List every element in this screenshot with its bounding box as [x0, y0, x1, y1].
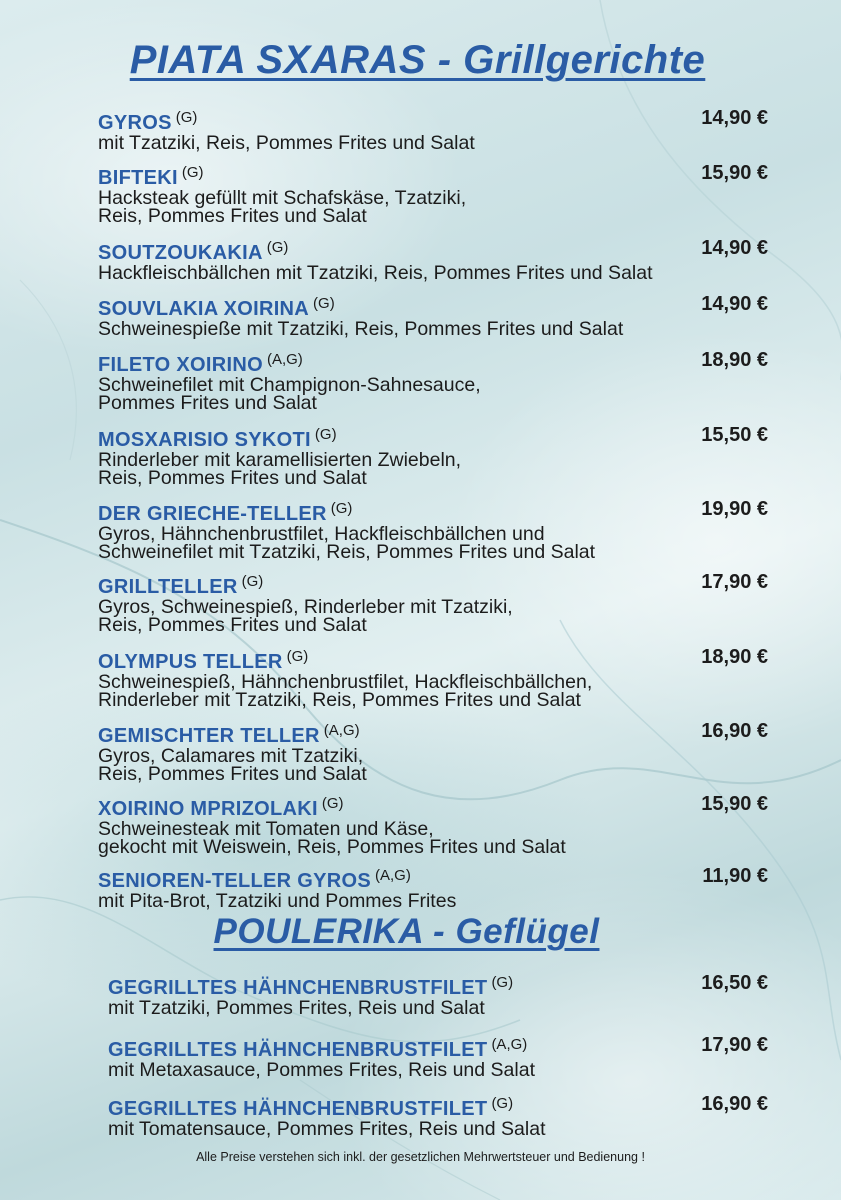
- dish-price: 15,90 €: [701, 793, 768, 815]
- dish-price: 16,90 €: [701, 720, 768, 742]
- dish-description-line: mit Tzatziki, Pommes Frites, Reis und Salat: [108, 997, 485, 1019]
- dish-name-text: DER GRIECHE-TELLER: [98, 503, 327, 525]
- menu-item: [98, 107, 768, 152]
- allergen-codes: (A,G): [266, 351, 303, 368]
- dish-name: [98, 571, 768, 598]
- allergen-codes: (G): [330, 500, 353, 517]
- allergen-codes: (G): [313, 295, 335, 312]
- dish-description-line: Reis, Pommes Frites und Salat: [98, 205, 367, 227]
- dish-name: [98, 293, 768, 320]
- menu-item: [98, 571, 768, 634]
- menu-item: [98, 349, 768, 412]
- dish-description-line: Schweinespieße mit Tzatziki, Reis, Pommes Frites und Salat: [98, 318, 624, 340]
- dish-name: [108, 972, 768, 999]
- menu-item: [98, 793, 768, 856]
- dish-description-line: Schweinesteak mit Tomaten und Käse,: [98, 818, 434, 840]
- dish-name: [108, 1093, 768, 1120]
- menu-item: [98, 293, 768, 338]
- dish-name-text: GEGRILLTES HÄHNCHENBRUSTFILET: [108, 1098, 488, 1120]
- dish-description-line: Schweinefilet mit Champignon-Sahnesauce,: [98, 374, 481, 396]
- dish-price: 16,90 €: [701, 1093, 768, 1115]
- allergen-codes: (A,G): [323, 722, 360, 739]
- dish-name-text: SOUTZOUKAKIA: [98, 242, 263, 264]
- dish-name-text: GEMISCHTER TELLER: [98, 725, 320, 747]
- dish-description-line: Rinderleber mit Tzatziki, Reis, Pommes Frites und Salat: [98, 689, 581, 711]
- dish-description-line: mit Tzatziki, Reis, Pommes Frites und Salat: [98, 132, 475, 154]
- allergen-codes: (G): [241, 573, 264, 590]
- dish-price: 15,50 €: [701, 424, 768, 446]
- dish-name: [98, 720, 768, 747]
- dish-name-text: GYROS: [98, 112, 172, 134]
- dish-name-text: BIFTEKI: [98, 167, 178, 189]
- dish-price: 17,90 €: [701, 1034, 768, 1056]
- dish-price: 14,90 €: [701, 107, 768, 129]
- menu-item: [98, 162, 768, 225]
- dish-description-line: Gyros, Calamares mit Tzatziki,: [98, 745, 364, 767]
- allergen-codes: (G): [286, 648, 309, 665]
- dish-name: [98, 424, 768, 451]
- dish-description-line: Reis, Pommes Frites und Salat: [98, 763, 367, 785]
- dish-name: [98, 162, 768, 189]
- dish-name-text: GEGRILLTES HÄHNCHENBRUSTFILET: [108, 1039, 488, 1061]
- dish-description-line: Schweinespieß, Hähnchenbrustfilet, Hackfleischbällchen,: [98, 671, 593, 693]
- dish-description-line: Hacksteak gefüllt mit Schafskäse, Tzatziki,: [98, 187, 467, 209]
- dish-description-line: mit Tomatensauce, Pommes Frites, Reis und Salat: [108, 1118, 546, 1140]
- dish-description-line: Gyros, Schweinespieß, Rinderleber mit Tzatziki,: [98, 596, 513, 618]
- dish-price: 14,90 €: [701, 237, 768, 259]
- dish-price: 18,90 €: [701, 349, 768, 371]
- grill-section-title: PIATA SXARAS - Grillgerichte: [129, 38, 706, 82]
- menu-item: [98, 498, 768, 561]
- menu-item: [98, 865, 768, 910]
- menu-item: [108, 972, 768, 1017]
- dish-name: [98, 498, 768, 525]
- menu-item: [98, 237, 768, 282]
- dish-name: [108, 1034, 768, 1061]
- dish-description-line: Reis, Pommes Frites und Salat: [98, 614, 367, 636]
- allergen-codes: (G): [491, 1095, 514, 1112]
- allergen-codes: (A,G): [375, 867, 411, 884]
- dish-name-text: MOSXARISIO SYKOTI: [98, 429, 311, 451]
- allergen-codes: (G): [266, 239, 289, 256]
- dish-price: 19,90 €: [701, 498, 768, 520]
- dish-price: 11,90 €: [702, 865, 768, 887]
- allergen-codes: (G): [491, 974, 514, 991]
- allergen-codes: (A,G): [491, 1036, 528, 1053]
- dish-description-line: mit Metaxasauce, Pommes Frites, Reis und Salat: [108, 1059, 535, 1081]
- allergen-codes: (G): [321, 795, 344, 812]
- dish-description-line: gekocht mit Weiswein, Reis, Pommes Frites und Salat: [98, 836, 566, 858]
- dish-description-line: Pommes Frites und Salat: [98, 392, 317, 414]
- menu-item: [98, 646, 768, 709]
- dish-name-text: XOIRINO MPRIZOLAKI: [98, 798, 318, 820]
- dish-price: 14,90 €: [701, 293, 768, 315]
- dish-name: [98, 349, 768, 376]
- price-footnote: Alle Preise verstehen sich inkl. der gesetzlichen Mehrwertsteuer und Bedienung !: [196, 1150, 645, 1164]
- dish-name-text: SOUVLAKIA XOIRINA: [98, 298, 310, 320]
- dish-price: 16,50 €: [701, 972, 768, 994]
- dish-name-text: SENIOREN-TELLER GYROS: [98, 870, 371, 892]
- dish-description-line: mit Pita-Brot, Tzatziki und Pommes Frites: [98, 890, 457, 912]
- menu-item: [108, 1034, 768, 1079]
- dish-name-text: OLYMPUS TELLER: [98, 651, 283, 673]
- menu-item: [108, 1093, 768, 1138]
- dish-description-line: Gyros, Hähnchenbrustfilet, Hackfleischbällchen und: [98, 523, 545, 545]
- dish-price: 17,90 €: [701, 571, 768, 593]
- allergen-codes: (G): [314, 426, 337, 443]
- dish-description-line: Schweinefilet mit Tzatziki, Reis, Pommes Frites und Salat: [98, 541, 596, 563]
- menu-item: [98, 720, 768, 783]
- dish-name: [98, 865, 768, 892]
- dish-name: [98, 646, 768, 673]
- allergen-codes: (G): [175, 109, 198, 126]
- allergen-codes: (G): [181, 164, 204, 181]
- menu-item: [98, 424, 768, 487]
- dish-price: 18,90 €: [701, 646, 768, 668]
- dish-name: [98, 793, 768, 820]
- dish-price: 15,90 €: [701, 162, 768, 184]
- dish-name-text: FILETO XOIRINO: [98, 354, 263, 376]
- dish-description-line: Reis, Pommes Frites und Salat: [98, 467, 367, 489]
- dish-name: [98, 237, 768, 264]
- dish-name-text: GRILLTELLER: [98, 576, 238, 598]
- dish-description-line: Hackfleischbällchen mit Tzatziki, Reis, Pommes Frites und Salat: [98, 262, 653, 284]
- poultry-section-title: POULERIKA - Geflügel: [213, 912, 600, 951]
- dish-description-line: Rinderleber mit karamellisierten Zwiebeln,: [98, 449, 462, 471]
- dish-name-text: GEGRILLTES HÄHNCHENBRUSTFILET: [108, 977, 488, 999]
- dish-name: [98, 107, 768, 134]
